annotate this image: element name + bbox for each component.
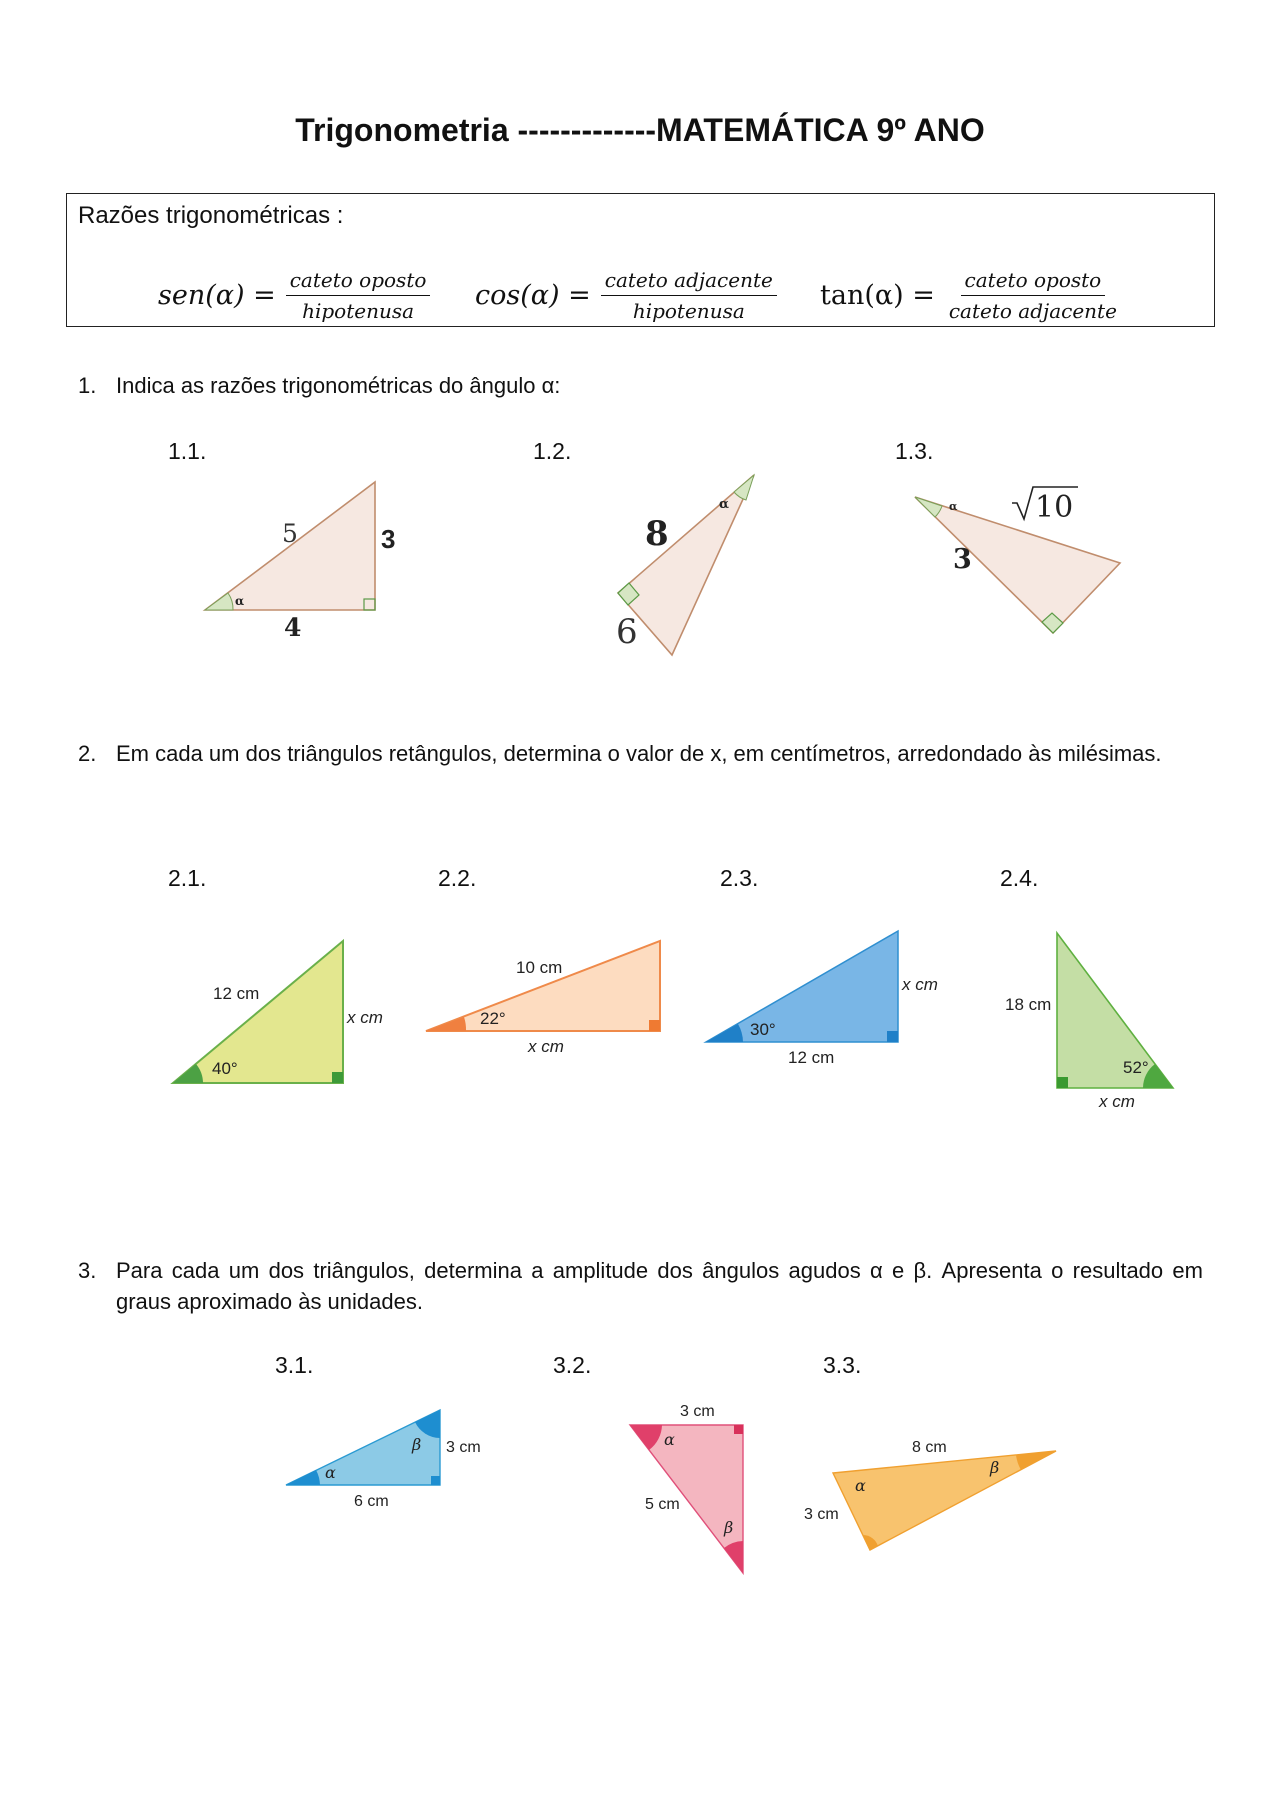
- formula-tangent: [820, 268, 1121, 323]
- question-2-number: 2.: [78, 741, 97, 766]
- q2-item-1-label: 2.1.: [168, 865, 207, 891]
- triangle-2-2-hyp-label: 10 cm: [516, 958, 563, 977]
- formula-cosine-denominator: hipotenusa: [632, 299, 745, 323]
- formula-sine-denominator: hipotenusa: [302, 299, 415, 323]
- question-2: [78, 738, 1203, 769]
- question-1-number: 1.: [78, 373, 97, 398]
- question-1-text: Indica as razões trigonométricas do ângulo α:: [116, 373, 561, 398]
- triangle-3-1-side-a-label: 3 cm: [446, 1439, 481, 1456]
- formula-sine-name: sen(α) =: [158, 280, 276, 311]
- formula-sine: [158, 268, 430, 323]
- triangle-2-4-right-angle: [1057, 1077, 1068, 1088]
- triangle-2-1: [165, 930, 405, 1095]
- formula-tangent-numerator: cateto oposto: [961, 268, 1106, 296]
- triangle-2-3-angle-arc: [706, 1024, 743, 1042]
- triangle-3-2-side-a-label: 3 cm: [680, 1403, 715, 1420]
- triangle-1-1: [190, 470, 410, 650]
- q3-item-1-label: 3.1.: [275, 1352, 314, 1378]
- triangle-1-1-angle-arc: [205, 593, 233, 610]
- triangle-2-3-known-label: 12 cm: [788, 1048, 835, 1065]
- triangle-2-2: [420, 935, 670, 1060]
- q1-item-2-label: 1.2.: [533, 438, 572, 464]
- triangle-2-4: [995, 925, 1195, 1110]
- triangle-1-2: [600, 465, 780, 665]
- triangle-3-2-right-angle: [734, 1425, 743, 1434]
- triangle-1-3-angle-label: α: [949, 500, 958, 513]
- ratios-box-label: Razões trigonométricas :: [78, 202, 344, 229]
- triangle-1-3-side-a-label: 10: [1035, 490, 1074, 525]
- page-title: Trigonometria -------------MATEMÁTICA 9º ANO: [295, 112, 985, 148]
- triangle-2-2-shape: [426, 941, 660, 1031]
- triangle-1-3: [905, 485, 1130, 645]
- triangle-2-2-angle-arc: [426, 1017, 466, 1031]
- triangle-2-1-hyp-label: 12 cm: [213, 984, 260, 1003]
- formula-tangent-fraction: [945, 268, 1121, 323]
- formula-cosine-name: cos(α) =: [475, 280, 591, 311]
- triangle-2-3-unknown-label: x cm: [902, 975, 938, 994]
- triangle-1-1-angle-label: α: [235, 594, 245, 608]
- question-3-text: Para cada um dos triângulos, determina a amplitude dos ângulos agudos α e β. Apresenta o resultado em graus aproximado às unidades.: [116, 1258, 1203, 1314]
- triangle-2-2-right-angle: [649, 1020, 660, 1031]
- triangle-3-1-side-b-label: 6 cm: [354, 1493, 389, 1510]
- question-1: [78, 370, 1203, 401]
- question-2-text: Em cada um dos triângulos retângulos, determina o valor de x, em centímetros, arredondado às milésimas.: [116, 741, 1162, 766]
- triangle-3-1-beta-label: β: [412, 1435, 422, 1454]
- triangle-3-3-beta-label: β: [990, 1458, 1000, 1477]
- triangle-1-2-angle-label: α: [719, 497, 730, 512]
- q2-item-3-label: 2.3.: [720, 865, 759, 891]
- q1-item-3-label: 1.3.: [895, 438, 934, 464]
- formula-cosine-numerator: cateto adjacente: [601, 268, 777, 296]
- triangle-1-1-side-b-label: 4: [284, 613, 302, 642]
- formula-sine-numerator: cateto oposto: [286, 268, 431, 296]
- triangle-3-1-right-angle: [431, 1476, 440, 1485]
- triangle-3-2-alpha-label: α: [664, 1430, 675, 1449]
- triangle-1-3-shape: [915, 497, 1120, 633]
- triangle-3-1-alpha-label: α: [325, 1463, 336, 1482]
- triangle-1-1-hyp-label: 5: [282, 519, 298, 548]
- triangle-1-3-angle-arc: [915, 497, 942, 517]
- formula-tangent-name: tan(α) =: [820, 280, 935, 311]
- triangle-1-2-side-b-label: 6: [616, 612, 638, 652]
- q1-item-1-label: 1.1.: [168, 438, 207, 464]
- triangle-1-3-side-b-label: 3: [953, 544, 972, 575]
- triangle-3-1: [280, 1400, 500, 1515]
- q3-item-3-label: 3.3.: [823, 1352, 862, 1378]
- q2-item-2-label: 2.2.: [438, 865, 477, 891]
- triangle-2-2-unknown-label: x cm: [528, 1037, 564, 1056]
- triangle-2-4-shape: [1057, 933, 1173, 1088]
- triangle-1-1-side-a-label: 3: [381, 524, 396, 554]
- triangle-2-3-angle-label: 30°: [750, 1020, 776, 1039]
- triangle-2-1-shape: [173, 941, 343, 1083]
- formula-tangent-denominator: cateto adjacente: [948, 299, 1117, 323]
- triangle-3-2: [600, 1395, 780, 1585]
- triangle-2-3-right-angle: [887, 1031, 898, 1042]
- triangle-3-2-side-b-label: 5 cm: [645, 1496, 680, 1513]
- triangle-2-1-right-angle: [332, 1072, 343, 1083]
- triangle-1-2-side-a-label: 8: [645, 514, 669, 554]
- formula-cosine: [475, 268, 777, 323]
- triangle-3-3-alpha-label: α: [855, 1476, 866, 1495]
- triangle-3-3: [800, 1425, 1065, 1565]
- triangle-2-1-unknown-label: x cm: [347, 1008, 383, 1027]
- triangle-2-4-angle-label: 52°: [1123, 1058, 1149, 1077]
- triangle-1-2-shape: [618, 475, 754, 655]
- triangle-2-3: [700, 925, 960, 1065]
- q2-item-4-label: 2.4.: [1000, 865, 1039, 891]
- formula-sine-fraction: [286, 268, 431, 323]
- question-3-number: 3.: [78, 1258, 97, 1283]
- triangle-3-2-beta-label: β: [724, 1518, 734, 1537]
- formula-cosine-fraction: [601, 268, 777, 323]
- question-3: [78, 1255, 1203, 1317]
- triangle-2-4-unknown-label: x cm: [1099, 1092, 1135, 1110]
- q3-item-2-label: 3.2.: [553, 1352, 592, 1378]
- triangle-3-1-alpha-arc: [286, 1470, 320, 1485]
- triangle-3-3-side-b-label: 3 cm: [804, 1506, 839, 1523]
- triangle-2-2-angle-label: 22°: [480, 1009, 506, 1028]
- triangle-2-1-angle-label: 40°: [212, 1059, 238, 1078]
- triangle-3-3-side-a-label: 8 cm: [912, 1439, 947, 1456]
- triangle-2-3-shape: [706, 931, 898, 1042]
- triangle-2-4-known-label: 18 cm: [1005, 995, 1052, 1014]
